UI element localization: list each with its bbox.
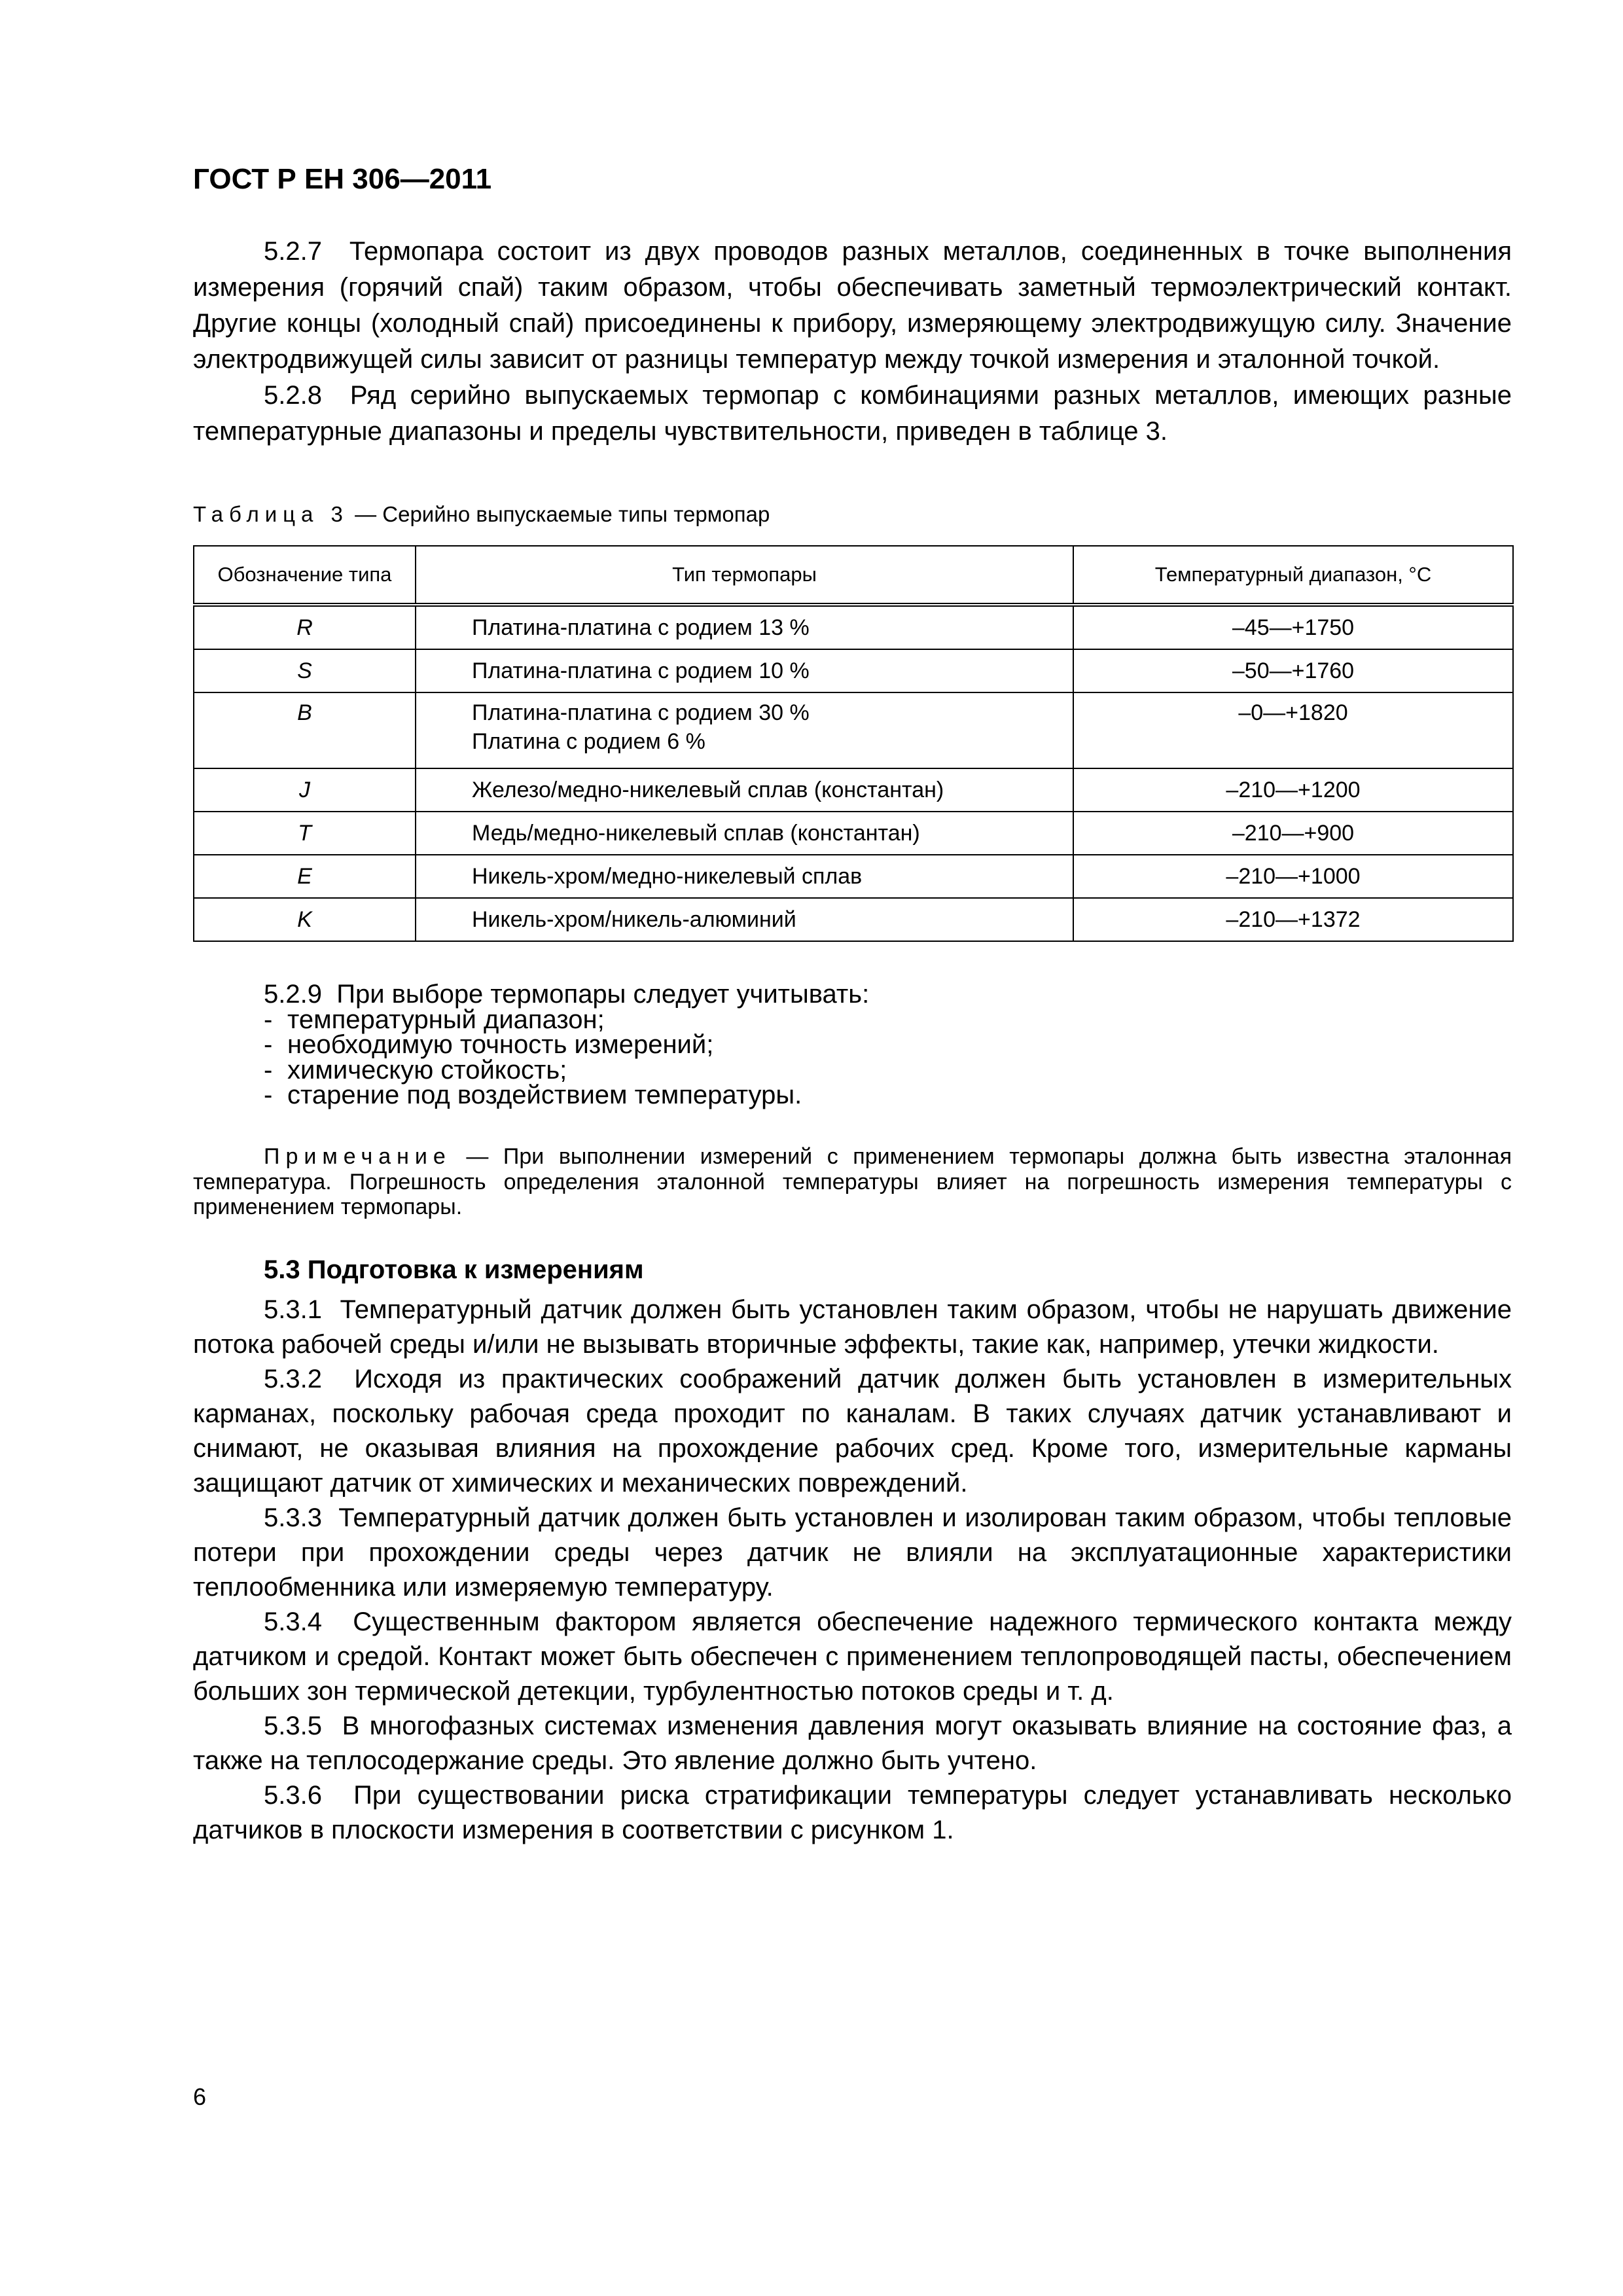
cell-type: Платина-платина с родием 10 %: [416, 649, 1073, 692]
table-caption: [193, 501, 1512, 528]
table-header-row: [194, 546, 1513, 605]
cell-range: –0—+1820: [1073, 692, 1513, 768]
table-caption-text: — Серийно выпускаемые типы термопар: [348, 502, 770, 526]
cell-range: –210—+900: [1073, 812, 1513, 855]
list-item-text: старение под воздействием температуры.: [287, 1081, 802, 1109]
list-item-text: температурный диапазон;: [287, 1005, 605, 1034]
dash-bullet-icon: -: [264, 1055, 273, 1085]
cell-code: B: [194, 692, 416, 768]
paragraph-text: Существенным фактором является обеспечение надежного термического контакта между датчиком и средой. Контакт может быть обеспечен с применением теплопроводящей пасты, обеспечением больших зон термической детекции, турбулентностью потоков среды и т. д.: [193, 1607, 1512, 1706]
list-item-text: необходимую точность измерений;: [287, 1030, 714, 1059]
cell-range: –45—+1750: [1073, 605, 1513, 649]
paragraph-text: В многофазных системах изменения давления могут оказывать влияние на состояние фаз, а также на теплосодержание среды. Это явление должно быть учтено.: [193, 1712, 1512, 1775]
paragraph-number: 5.2.8: [264, 381, 322, 410]
note-text: — При выполнении измерений с применением термопары должна быть известна эталонная температура. Погрешность определения эталонной температуры влияет на погрешность измерения температуры с применением термопары.: [193, 1144, 1512, 1219]
table-row: [194, 649, 1513, 692]
paragraph-number: 5.3.6: [264, 1781, 322, 1810]
table-row: [194, 692, 1513, 768]
cell-code: J: [194, 768, 416, 812]
paragraph-5-3-6: [193, 1778, 1512, 1848]
cell-type: Платина-платина с родием 13 %: [416, 605, 1073, 649]
cell-range: –210—+1372: [1073, 898, 1513, 941]
cell-code: S: [194, 649, 416, 692]
section-heading-5-3: 5.3 Подготовка к измерениям: [264, 1255, 644, 1284]
cell-type: Никель-хром/никель-алюминий: [416, 898, 1073, 941]
cell-range: –50—+1760: [1073, 649, 1513, 692]
paragraph-text: При существовании риска стратификации температуры следует устанавливать несколько датчиков в плоскости измерения в соответствии с рисунком 1.: [193, 1781, 1512, 1844]
dash-bullet-icon: -: [264, 1081, 273, 1109]
paragraph-number: 5.2.7: [264, 237, 322, 266]
cell-type: Железо/медно-никелевый сплав (константан): [416, 768, 1073, 812]
paragraph-5-3-4: [193, 1605, 1512, 1709]
paragraph-5-3-3: [193, 1501, 1512, 1605]
paragraph-text: Ряд серийно выпускаемых термопар с комбинациями разных металлов, имеющих разные температурные диапазоны и пределы чувствительности, приведен в таблице 3.: [193, 381, 1512, 446]
paragraph-text: Температурный датчик должен быть установлен таким образом, чтобы не нарушать движение потока рабочей среды и/или не вызывать вторичные эффекты, такие как, например, утечки жидкости.: [193, 1295, 1512, 1359]
table-row: [194, 605, 1513, 649]
cell-type: Медь/медно-никелевый сплав (константан): [416, 812, 1073, 855]
list-item-text: химическую стойкость;: [287, 1055, 567, 1085]
section-5-2-paragraphs: [193, 234, 1512, 450]
table-caption-label: Таблица 3: [193, 502, 349, 526]
column-header-range: Температурный диапазон, °C: [1073, 546, 1513, 605]
list-item: [193, 1083, 1512, 1108]
paragraph-text: Термопара состоит из двух проводов разных металлов, соединенных в точке выполнения измерения (горячий спай) таким образом, чтобы обеспечивать заметный термоэлектрический контакт. Другие концы (холодный спай) присоединены к прибору, измеряющему электродвижущую силу. Значение электродвижущей силы зависит от разницы температур между точкой измерения и эталонной точкой.: [193, 237, 1512, 374]
paragraph-number: 5.3.2: [264, 1365, 322, 1393]
section-5-3-paragraphs: [193, 1293, 1512, 1848]
cell-type: Никель-хром/медно-никелевый сплав: [416, 855, 1073, 898]
paragraph-text: При выборе термопары следует учитывать:: [336, 980, 870, 1009]
cell-range: –210—+1000: [1073, 855, 1513, 898]
table-row: [194, 855, 1513, 898]
cell-code: K: [194, 898, 416, 941]
paragraph-5-3-5: [193, 1709, 1512, 1778]
table-row: [194, 812, 1513, 855]
paragraph-5-2-8: [193, 378, 1512, 450]
document-header: ГОСТ Р ЕН 306—2011: [193, 163, 492, 195]
list-item: [193, 1032, 1512, 1058]
list-item: [193, 1055, 1512, 1085]
cell-code: E: [194, 855, 416, 898]
cell-code: T: [194, 812, 416, 855]
paragraph-number: 5.3.4: [264, 1607, 322, 1636]
cell-code: R: [194, 605, 416, 649]
paragraph-5-2-7: [193, 234, 1512, 378]
table-row: [194, 898, 1513, 941]
thermocouple-types-table: [193, 545, 1514, 942]
paragraph-5-3-1: [193, 1293, 1512, 1362]
cell-type-line: Платина-платина с родием 30 %: [472, 700, 810, 725]
dash-bullet-icon: -: [264, 1030, 273, 1059]
paragraph-number: 5.3.3: [264, 1503, 322, 1532]
paragraph-number: 5.3.1: [264, 1295, 322, 1324]
cell-type-line: Платина с родием 6 %: [472, 729, 705, 754]
paragraph-5-3-2: [193, 1362, 1512, 1501]
dash-bullet-icon: -: [264, 1005, 273, 1034]
paragraph-text: Температурный датчик должен быть установлен и изолирован таким образом, чтобы тепловые потери при прохождении среды через датчик не влияли на эксплуатационные характеристики теплообменника или измеряемую температуру.: [193, 1503, 1512, 1602]
paragraph-5-2-9: [193, 982, 1512, 1108]
table-row: [194, 768, 1513, 812]
cell-range: –210—+1200: [1073, 768, 1513, 812]
column-header-type: Тип термопары: [416, 546, 1073, 605]
note-label: Примечание: [264, 1144, 452, 1169]
paragraph-number: 5.2.9: [264, 980, 322, 1009]
cell-type: [416, 692, 1073, 768]
paragraph-text: Исходя из практических соображений датчик должен быть установлен в измерительных карманах, поскольку рабочая среда проходит по каналам. В таких случаях датчик устанавливают и снимают, не оказывая влияния на прохождение рабочих сред. Кроме того, измерительные карманы защищают датчик от химических и механических повреждений.: [193, 1365, 1512, 1498]
paragraph-number: 5.3.5: [264, 1712, 322, 1740]
column-header-designation: Обозначение типа: [194, 546, 416, 605]
page-number: 6: [193, 2083, 207, 2110]
note: [193, 1144, 1512, 1220]
list-lead: [193, 982, 1512, 1007]
list-item: [193, 1007, 1512, 1033]
